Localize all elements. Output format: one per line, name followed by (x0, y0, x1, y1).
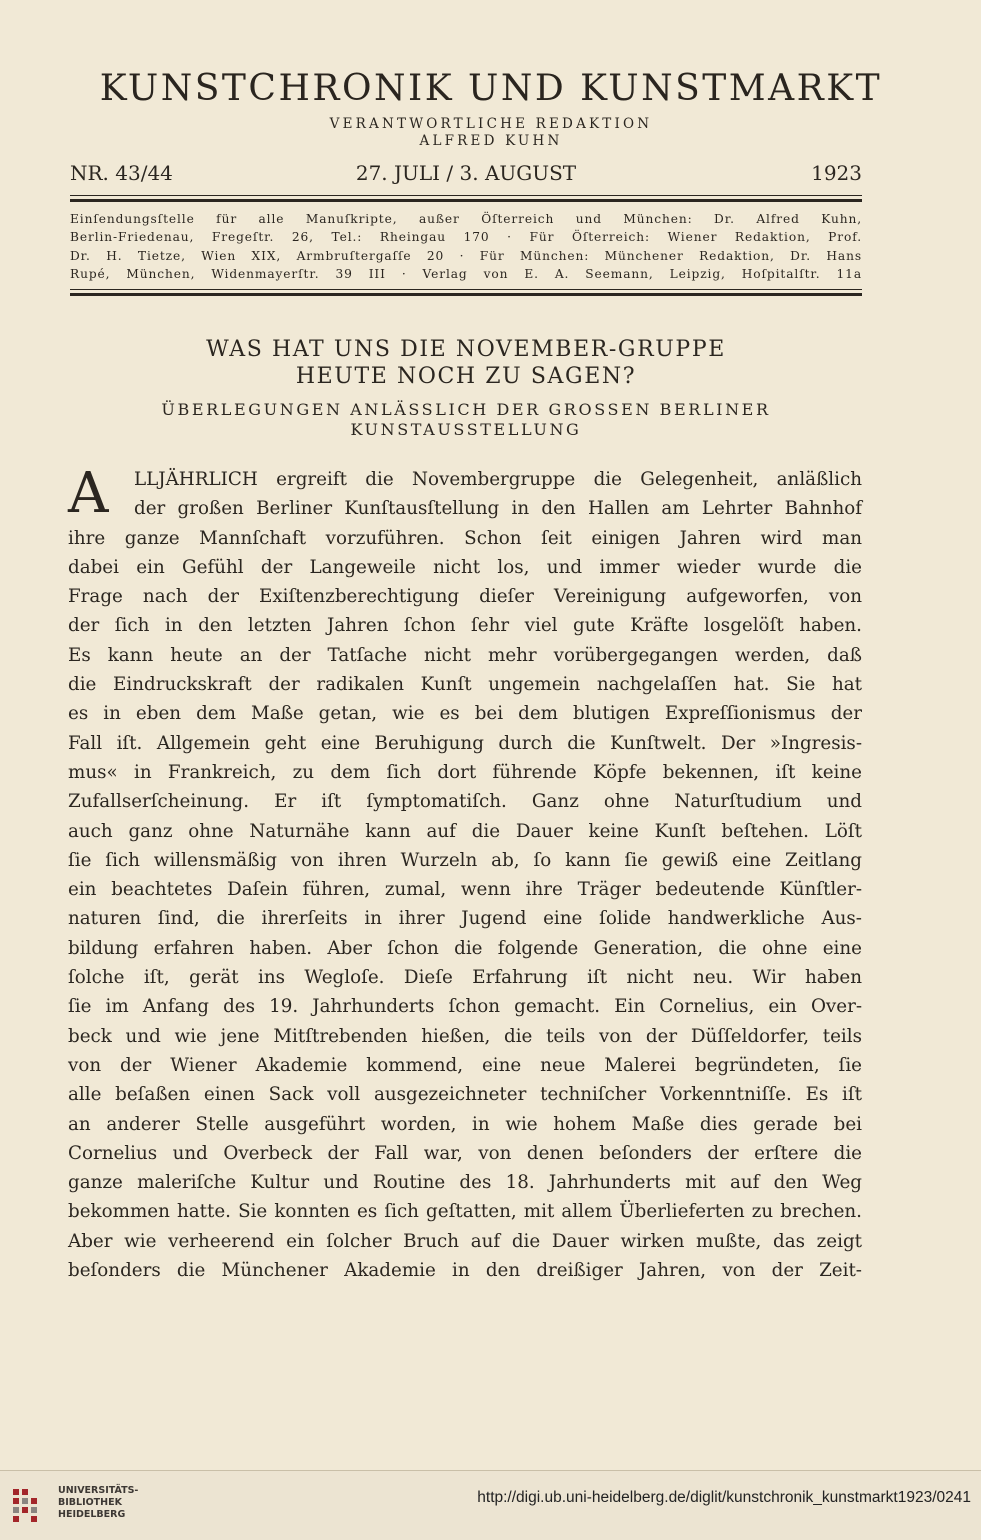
journal-masthead: KUNSTCHRONIK UND KUNSTMARKT (99, 68, 883, 109)
info-line: Berlin-Friedenau, Fregeſtr. 26, Tel.: Rheingau 170 · Für Öſterreich: Wiener Redaktion, Prof. (70, 230, 862, 245)
redaktion-label: VERANTWORTLICHE REDAKTION (329, 116, 653, 132)
info-line: Einſendungsſtelle für alle Manuſkripte, außer Öſterreich und München: Dr. Alfred Kuhn, (70, 212, 862, 226)
body-line: von der Wiener Akademie kommend, eine neue Malerei begründeten, ſie (68, 1054, 862, 1076)
library-logo-icon (10, 1485, 50, 1525)
body-line: an anderer Stelle ausgeführt worden, in wie hohem Maße dies gerade bei (68, 1113, 862, 1135)
body-line: ein beachtetes Daſein führen, zumal, wenn ihre Träger bedeutende Künſtler- (68, 879, 862, 901)
body-line: alle beſaßen einen Sack voll ausgezeichneter techniſcher Vorkenntniſſe. Es iſt (68, 1084, 862, 1106)
body-line: Cornelius und Overbeck der Fall war, von denen beſonders der erſtere die (68, 1142, 862, 1164)
body-line: es in eben dem Maße getan, wie es bei dem blutigen Expreſſionismus der (68, 703, 862, 725)
article-body (68, 461, 862, 1285)
body-line: auch ganz ohne Naturnähe kann auf die Dauer keine Kunſt beſtehen. Löſt (68, 820, 862, 842)
issue-info-row (70, 160, 862, 186)
drop-cap: A (68, 461, 109, 526)
body-line: naturen ſind, die ihrerſeits in ihrer Jugend eine ſolide handwerkliche Aus- (68, 908, 862, 930)
library-name-line: UNIVERSITÄTS- (58, 1485, 139, 1496)
library-name-line: BIBLIOTHEK (58, 1497, 122, 1508)
divider-rule (70, 195, 862, 196)
body-line: der ſich in den letzten Jahren ſchon ſehr viel gute Kräfte losgelöſt haben. (68, 615, 862, 637)
info-line: Rupé, München, Widenmayerſtr. 39 III · Verlag von E. A. Seemann, Leipzig, Hoſpitalſtr. 11a (70, 266, 862, 281)
article-subtitle-line: ÜBERLEGUNGEN ANLÄSSLICH DER GROSSEN BERLINER (161, 400, 771, 419)
body-line: ihre ganze Mannſchaft vorzuführen. Schon ſeit einigen Jahren wird man (68, 527, 862, 549)
article-title (70, 336, 862, 390)
article-title-line: WAS HAT UNS DIE NOVEMBER-GRUPPE (206, 337, 726, 362)
body-line: bekommen hatte. Sie konnten es ſich geſtatten, mit allem Überlieferten zu brechen. (68, 1201, 862, 1223)
body-line: beſonders die Münchener Akademie in den dreißiger Jahren, von der Zeit- (68, 1260, 862, 1282)
body-line: der großen Berliner Kunſtausſtellung in den Hallen am Lehrter Bahnhof (134, 498, 862, 520)
article-subtitle-line: KUNSTAUSSTELLUNG (350, 420, 582, 439)
article-subtitle (70, 400, 862, 440)
body-line: Fall iſt. Allgemein geht eine Beruhigung durch die Kunſtwelt. Der »Ingresis- (68, 732, 862, 754)
body-line: bildung erfahren haben. Aber ſchon die folgende Generation, die ohne eine (68, 937, 862, 959)
editorial-credit (60, 116, 922, 150)
divider-rule (70, 199, 862, 202)
divider-rule (70, 289, 862, 290)
issue-year: 1923 (811, 161, 862, 185)
viewer-footer (0, 1470, 981, 1540)
editor-name: ALFRED KUHN (419, 133, 563, 149)
body-line: die Eindruckskraft der radikalen Kunſt ungemein nachgelaſſen hat. Sie hat (68, 674, 862, 696)
body-line: ganze maleriſche Kultur und Routine des 18. Jahrhunderts mit auf den Weg (68, 1172, 862, 1194)
body-line: Aber wie verheerend ein ſolcher Bruch auf die Dauer wirken mußte, das zeigt (68, 1230, 862, 1252)
divider-rule (70, 293, 862, 296)
body-line: Zufallserſcheinung. Er iſt ſymptomatiſch. Ganz ohne Naturſtudium und (68, 791, 862, 813)
article-title-line: HEUTE NOCH ZU SAGEN? (295, 364, 637, 389)
body-line: ſie ſich willensmäßig von ihren Wurzeln ab, ſo kann ſie gewiß eine Zeitlang (68, 849, 862, 871)
body-line: mus« in Frankreich, zu dem ſich dort führende Köpfe bekennen, iſt keine (68, 761, 862, 783)
body-line: beck und wie jene Mitſtrebenden hießen, die teils von der Düſſeldorfer, teils (68, 1025, 862, 1047)
source-url-link[interactable]: http://digi.ub.uni-heidelberg.de/diglit/kunstchronik_kunstmarkt1923/0241 (477, 1489, 971, 1506)
submission-info (70, 210, 862, 283)
issue-date: 27. JULI / 3. AUGUST (355, 161, 577, 185)
body-line: Es kann heute an der Tatſache nicht mehr vorübergegangen werden, daß (68, 644, 862, 666)
info-line: Dr. H. Tietze, Wien XIX, Armbruſtergaſſe 20 · Für München: Münchener Redaktion, Dr. Hans (70, 248, 862, 263)
body-line: dabei ein Gefühl der Langeweile nicht los, und immer wieder wurde die (68, 556, 862, 578)
body-line: ſolche iſt, gerät ins Wegloſe. Dieſe Erfahrung iſt nicht neu. Wir haben (68, 967, 862, 989)
library-name-line: HEIDELBERG (58, 1509, 126, 1520)
body-line: LLJÄHRLICH ergreift die Novembergruppe die Gelegenheit, anläßlich (134, 469, 862, 490)
body-line: Frage nach der Exiſtenzberechtigung dieſer Vereinigung aufgeworfen, von (68, 586, 862, 608)
issue-number: NR. 43/44 (70, 161, 173, 185)
body-line: ſie im Anfang des 19. Jahrhunderts ſchon gemacht. Ein Cornelius, ein Over- (68, 996, 862, 1018)
library-name (58, 1485, 178, 1521)
